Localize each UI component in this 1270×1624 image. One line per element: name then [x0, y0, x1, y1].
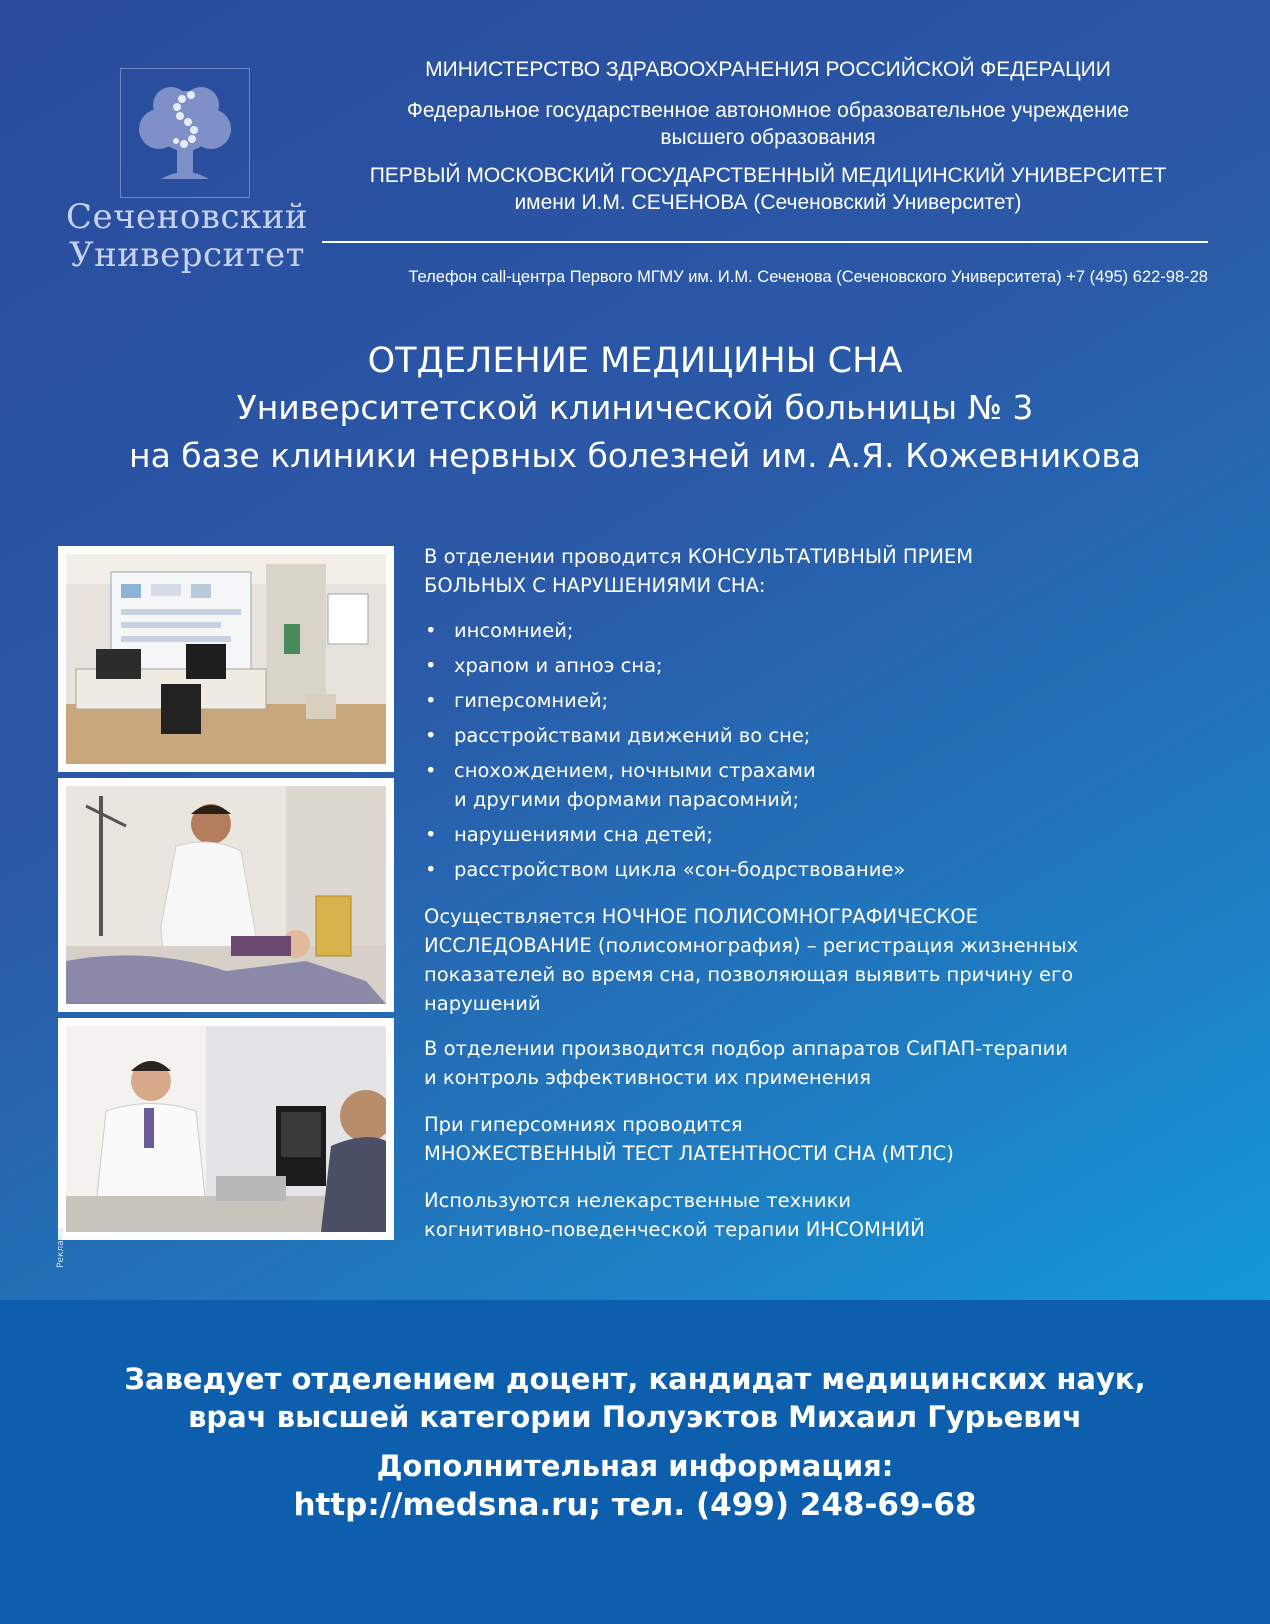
cpap-paragraph [424, 1034, 1224, 1092]
conditions-list [424, 616, 905, 890]
list-item [424, 756, 905, 814]
list-item-text: храпом и апноэ сна; [454, 654, 663, 677]
list-item [424, 820, 905, 849]
photo-doctor-with-patient [58, 778, 394, 1012]
university-line-2: имени И.М. СЕЧЕНОВА (Сеченовский Университет) [514, 191, 1022, 214]
head-of-department-line-2: врач высшей категории Полуэктов Михаил Гурьевич [188, 1400, 1082, 1434]
bullet-icon: • [425, 689, 437, 712]
institution-heading [318, 97, 1218, 151]
logo-line-1: Сеченовский [65, 197, 309, 237]
university-heading [318, 162, 1218, 216]
university-logo [120, 68, 250, 198]
paragraph-line: показателей во время сна, позволяющая выявить причину его [424, 963, 1074, 986]
department-title: ОТДЕЛЕНИЕ МЕДИЦИНЫ СНА [367, 341, 903, 381]
institution-line-1: Федеральное государственное автономное образовательное учреждение [406, 99, 1130, 122]
intro-line-1: В отделении проводится КОНСУЛЬТАТИВНЫЙ ПРИЕМ [424, 545, 974, 568]
list-item-text: расстройством цикла «сон-бодрствование» [454, 858, 906, 881]
list-item-text: инсомнией; [454, 619, 574, 642]
list-item-text: снохождением, ночными страхами [454, 759, 816, 782]
bullet-icon: • [425, 823, 437, 846]
intro-line-2: БОЛЬНЫХ С НАРУШЕНИЯМИ СНА: [424, 574, 766, 597]
cbt-paragraph [424, 1186, 1224, 1244]
paragraph-line: когнитивно-поведенческой терапии ИНСОМНИЙ [424, 1218, 925, 1241]
list-item [424, 686, 905, 715]
bullet-icon: • [425, 724, 437, 747]
head-of-department-line-1: Заведует отделением доцент, кандидат медицинских наук, [124, 1362, 1146, 1396]
paragraph-line: и контроль эффективности их применения [424, 1066, 871, 1089]
ministry-heading: МИНИСТЕРСТВО ЗДРАВООХРАНЕНИЯ РОССИЙСКОЙ ФЕДЕРАЦИИ [425, 58, 1111, 81]
ad-label: Реклама [56, 1228, 66, 1268]
tree-logo-icon [121, 69, 249, 197]
list-item [424, 651, 905, 680]
paragraph-line: В отделении производится подбор аппаратов СиПАП-терапии [424, 1037, 1068, 1060]
intro-paragraph [424, 542, 1224, 600]
photo-sleep-lab-room [58, 546, 394, 772]
additional-info-label: Дополнительная информация: [376, 1449, 894, 1483]
list-item-text: гиперсомнией; [454, 689, 609, 712]
bullet-icon: • [425, 619, 437, 642]
list-item-text-continued: и другими формами парасомний; [454, 788, 800, 811]
bullet-icon: • [425, 654, 437, 677]
list-item [424, 721, 905, 750]
paragraph-line: МНОЖЕСТВЕННЫЙ ТЕСТ ЛАТЕНТНОСТИ СНА (МТЛС) [424, 1142, 954, 1165]
hospital-title: Университетской клинической больницы № 3 [236, 388, 1034, 427]
paragraph-line: ИССЛЕДОВАНИЕ (полисомнография) – регистрация жизненных [424, 934, 1079, 957]
bullet-icon: • [425, 858, 437, 881]
polysomnography-paragraph [424, 902, 1224, 1018]
logo-line-2: Университет [69, 235, 305, 275]
list-item [424, 616, 905, 645]
institution-line-2: высшего образования [660, 126, 876, 149]
paragraph-line: нарушений [424, 992, 541, 1015]
call-center-phone: Телефон call-центра Первого МГМУ им. И.М. Сеченова (Сеченовского Университета) +7 (495) 622-98-28 [408, 268, 1208, 286]
bullet-icon: • [425, 759, 437, 782]
header-divider [322, 241, 1208, 243]
university-line-1: ПЕРВЫЙ МОСКОВСКИЙ ГОСУДАРСТВЕННЫЙ МЕДИЦИНСКИЙ УНИВЕРСИТЕТ [369, 164, 1167, 187]
list-item-text: расстройствами движений во сне; [454, 724, 811, 747]
paragraph-line: Используются нелекарственные техники [424, 1189, 852, 1212]
mslt-paragraph [424, 1110, 1224, 1168]
clinic-title: на базе клиники нервных болезней им. А.Я. Кожевникова [129, 436, 1141, 475]
list-item-text: нарушениями сна детей; [454, 823, 713, 846]
photo-consultation [58, 1018, 394, 1240]
list-item [424, 855, 905, 884]
contact-info: http://medsna.ru; тел. (499) 248-69-68 [293, 1487, 977, 1523]
paragraph-line: Осуществляется НОЧНОЕ ПОЛИСОМНОГРАФИЧЕСКОЕ [424, 905, 978, 928]
paragraph-line: При гиперсомниях проводится [424, 1113, 743, 1136]
logo-wordmark [62, 198, 312, 274]
